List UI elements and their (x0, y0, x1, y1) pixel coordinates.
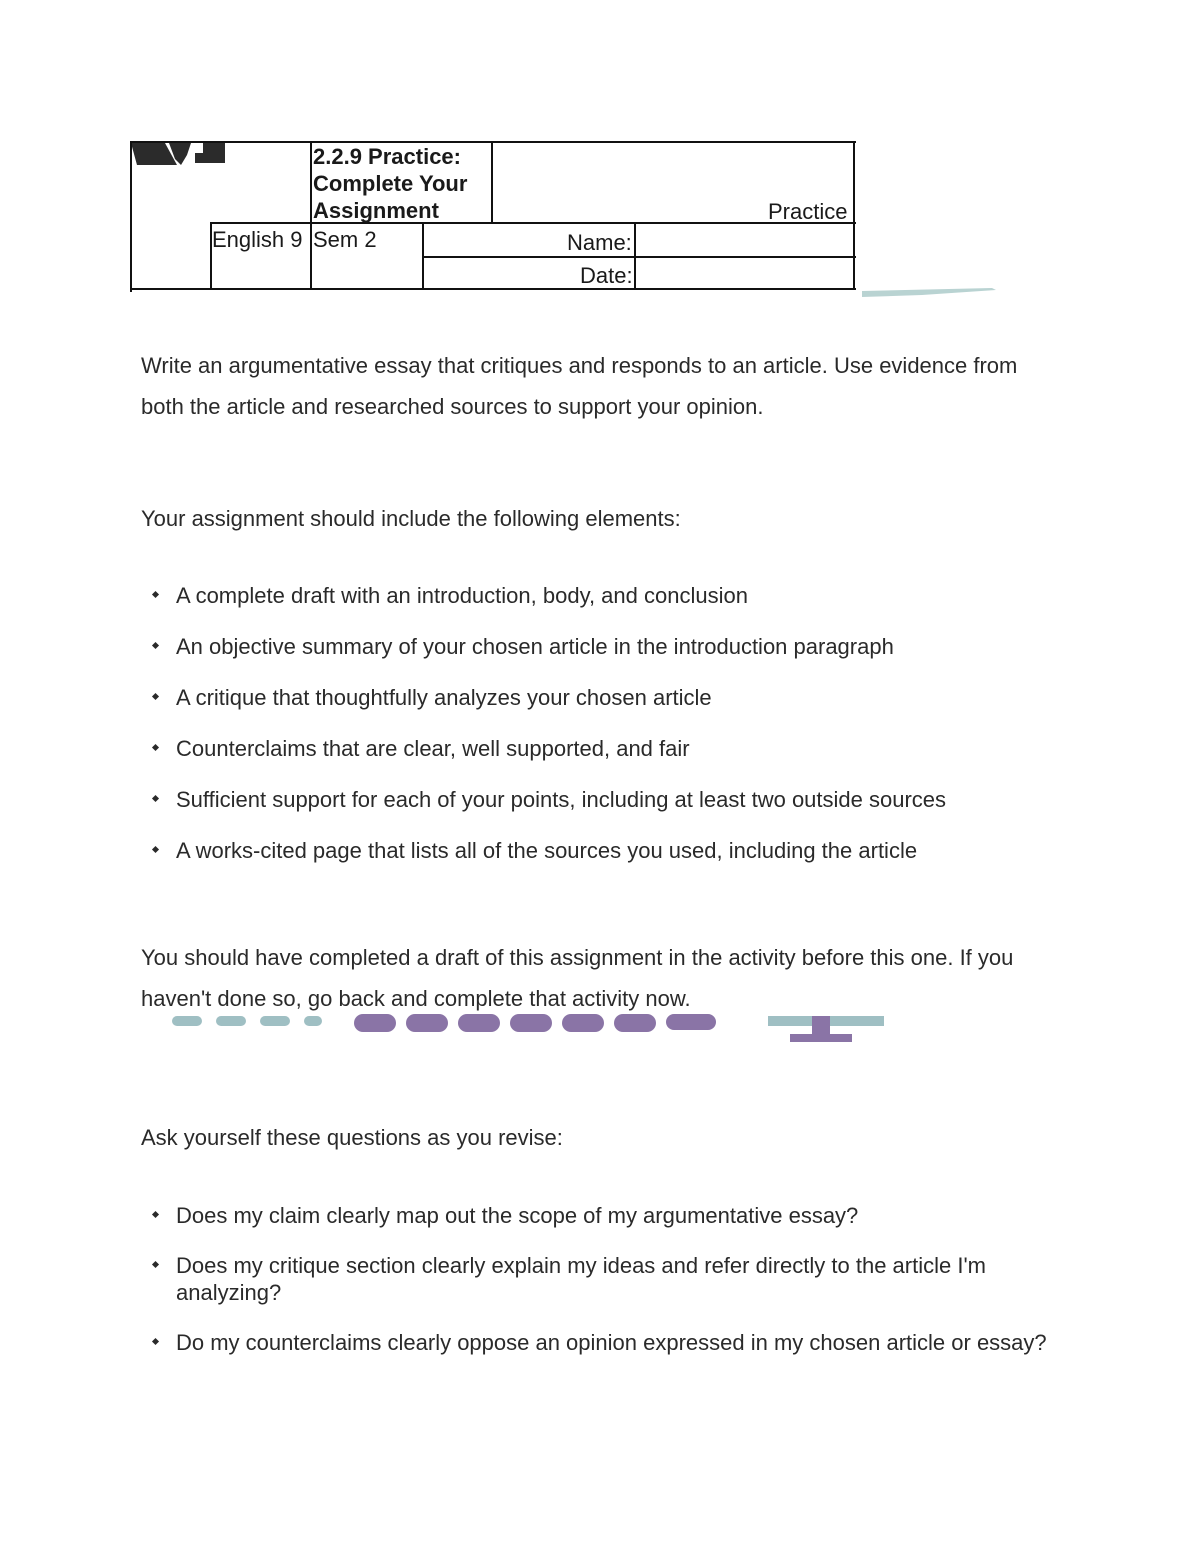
list-item: A complete draft with an introduction, body, and conclusion (141, 582, 1061, 609)
table-divider-h1 (210, 222, 856, 224)
diamond-bullet-icon (152, 1261, 159, 1268)
list-item: Do my counterclaims clearly oppose an opinion expressed in my chosen article or essay? (141, 1329, 1061, 1356)
draft-note-paragraph: You should have completed a draft of this assignment in the activity before this one. If you haven't done so, go back and complete that activity now. (141, 945, 1014, 1011)
watermark-decoration (172, 1012, 888, 1046)
table-border-bottom (130, 288, 856, 290)
list-item: Does my claim clearly map out the scope of my argumentative essay? (141, 1202, 1061, 1229)
course-name: English 9 (212, 227, 303, 252)
assignment-title: 2.2.9 Practice: Complete Your Assignment (313, 144, 468, 223)
table-border-right (853, 141, 855, 290)
diamond-bullet-icon (152, 642, 159, 649)
table-divider-v1 (310, 141, 312, 290)
list-item: Sufficient support for each of your points, including at least two outside sources (141, 786, 1061, 813)
list-item: Does my critique section clearly explain my ideas and refer directly to the article I'm analyzing? (141, 1252, 1061, 1306)
diamond-bullet-icon (152, 591, 159, 598)
semester-label: Sem 2 (313, 227, 377, 252)
revise-list (141, 1202, 1061, 1379)
diamond-bullet-icon (152, 1338, 159, 1345)
list-item: Counterclaims that are clear, well supported, and fair (141, 735, 1061, 762)
diamond-bullet-icon (152, 693, 159, 700)
assignment-type-label: Practice (768, 199, 848, 224)
name-label: Name: (567, 230, 632, 255)
table-border-top (130, 141, 856, 143)
revise-heading: Ask yourself these questions as you revise: (141, 1125, 563, 1150)
diamond-bullet-icon (152, 1211, 159, 1218)
table-divider-h2 (422, 256, 856, 258)
diamond-bullet-icon (152, 795, 159, 802)
intro-paragraph: Write an argumentative essay that critiques and responds to an article. Use evidence from both the article and researched sources to support your opinion. (141, 353, 1018, 419)
list-item: A critique that thoughtfully analyzes your chosen article (141, 684, 1061, 711)
apex-logo-fragment-icon (131, 143, 227, 165)
list-item: An objective summary of your chosen article in the introduction paragraph (141, 633, 1061, 660)
diamond-bullet-icon (152, 744, 159, 751)
elements-list (141, 582, 1061, 888)
date-label: Date: (580, 263, 633, 288)
teal-swoosh-decoration (862, 288, 996, 300)
table-border-left (130, 141, 132, 292)
list-item: A works-cited page that lists all of the sources you used, including the article (141, 837, 1061, 864)
elements-heading: Your assignment should include the following elements: (141, 506, 681, 531)
diamond-bullet-icon (152, 846, 159, 853)
